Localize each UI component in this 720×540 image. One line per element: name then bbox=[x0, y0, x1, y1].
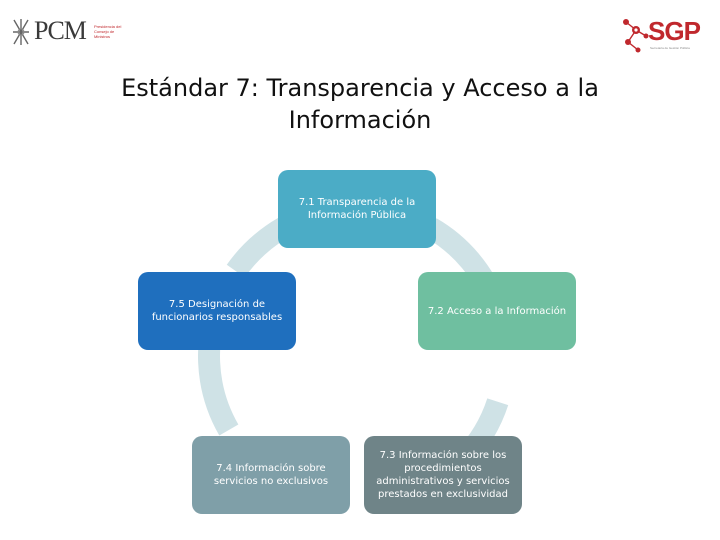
cycle-node-7-3: 7.3 Información sobre los procedimientos administrativos y servicios prestados en exclusividad bbox=[364, 436, 522, 514]
slide-title: Estándar 7: Transparencia y Acceso a la Información bbox=[121, 74, 599, 134]
sgp-logo-text: SGP bbox=[648, 16, 700, 46]
cycle-node-7-4: 7.4 Información sobre servicios no exclusivos bbox=[192, 436, 350, 514]
cycle-node-7-5: 7.5 Designación de funcionarios responsables bbox=[138, 272, 296, 350]
cycle-node-7-1: 7.1 Transparencia de la Información Pública bbox=[278, 170, 436, 248]
pcm-logo-subtitle: Presidencia del Consejo de Ministros bbox=[94, 24, 122, 39]
cycle-node-7-2: 7.2 Acceso a la Información bbox=[418, 272, 576, 350]
sgp-logo-subtitle: Secretaría de Gestión Pública bbox=[650, 46, 690, 50]
pcm-logo-text: PCM bbox=[34, 16, 86, 45]
